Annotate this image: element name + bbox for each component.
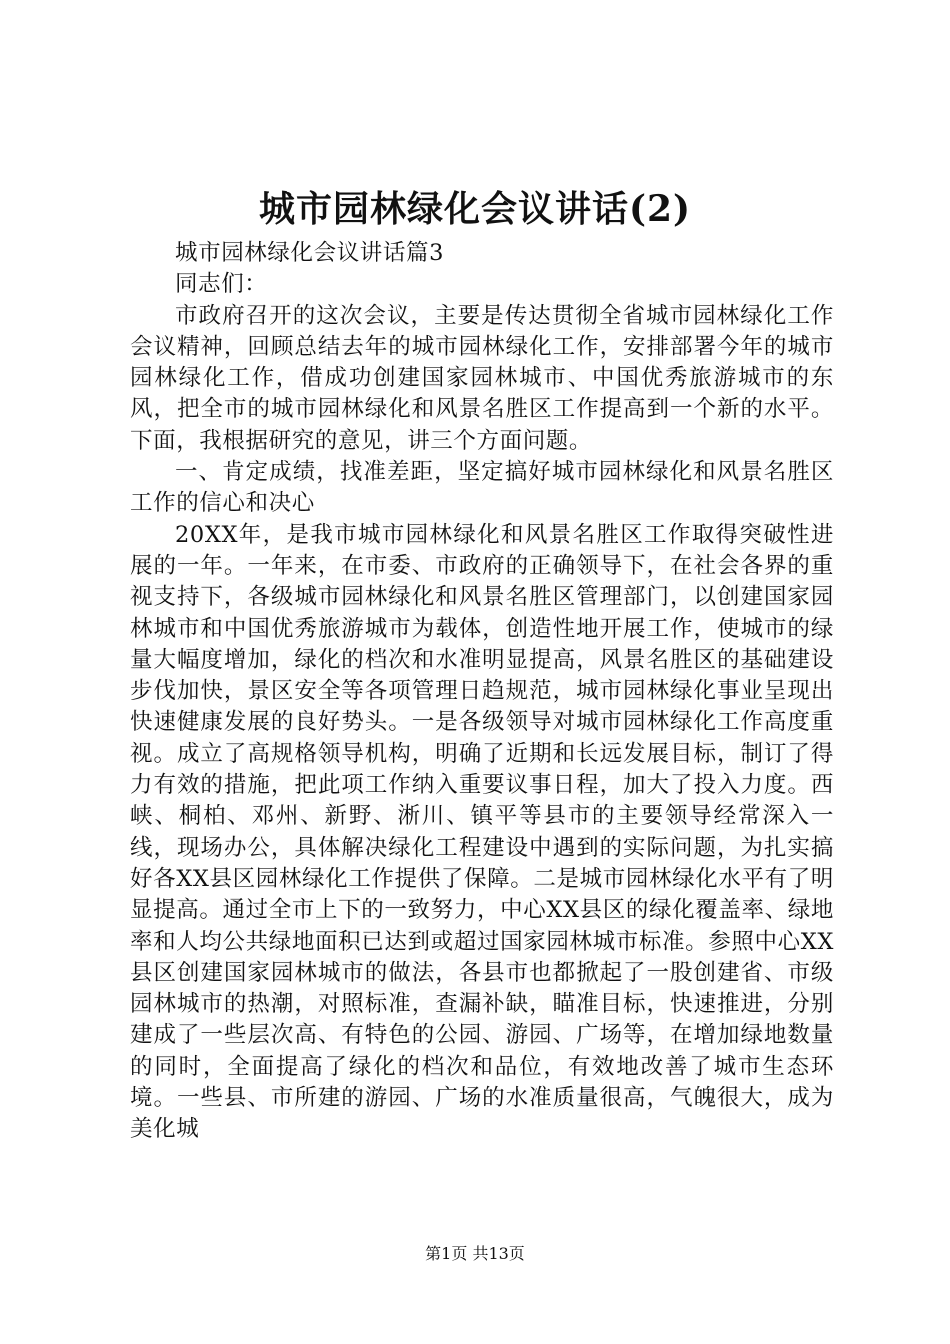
salutation-paragraph: 同志们： bbox=[175, 271, 268, 298]
section-heading-paragraph: 一、肯定成绩，找准差距，坚定搞好城市园林绿化和风景名胜区工作的信心和决心 bbox=[130, 459, 834, 517]
page-title: 城市园林绿化会议讲话(2) bbox=[258, 188, 692, 230]
subtitle-paragraph: 城市园林绿化会议讲话篇3 bbox=[175, 240, 445, 266]
body-paragraph: 20XX年，是我市城市园林绿化和风景名胜区工作取得突破性进展的一年。一年来，在市委、市政府的正确领导下，在社会各界的重视支持下，各级城市园林绿化和风景名胜区管理部门，以创建国家园林城市和中国优秀旅游城市为载体，创造性地开展工作，使城市的绿量大幅度增加，绿化的档次和水准明显提高，风景名胜区的基础建设步伐加快，景区安全等各项管理日趋规范，城市园林绿化事业呈现出快速健康发展的良好势头。一是各级领导对城市园林绿化工作高度重视。成立了高规格领导机构，明确了近期和长远发展目标，制订了得力有效的措施，把此项工作纳入重要议事日程，加大了投入力度。西峡、桐柏、邓州、新野、淅川、镇平等县市的主要领导经常深入一线，现场办公，具体解决绿化工程建设中遇到的实际问题，为扎实搞好各XX县区园林绿化工作提供了保障。二是城市园林绿化水平有了明显提高。通过全市上下的一致努力，中心XX县区的绿化覆盖率、绿地率和人均公共绿地面积已达到或超过国家园林城市标准。参照中心XX县区创建国家园林城市的做法，各县市也都掀起了一股创建省、市级园林城市的热潮，对照标准，查漏补缺，瞄准目标，快速推进，分别建成了一些层次高、有特色的公园、游园、广场等，在增加绿地数量的同时，全面提高了绿化的档次和品位，有效地改善了城市生态环境。一些县、市所建的游园、广场的水准质量很高，气魄很大，成为美化城 bbox=[130, 521, 834, 1143]
intro-paragraph: 市政府召开的这次会议，主要是传达贯彻全省城市园林绿化工作会议精神，回顾总结去年的城市园林绿化工作，安排部署今年的城市园林绿化工作，借成功创建国家园林城市、中国优秀旅游城市的东风，把全市的城市园林绿化和风景名胜区工作提高到一个新的水平。下面，我根据研究的意见，讲三个方面问题。 bbox=[130, 302, 834, 454]
document-body bbox=[130, 238, 834, 1146]
page-footer: 第1页 共13页 bbox=[425, 1244, 525, 1263]
